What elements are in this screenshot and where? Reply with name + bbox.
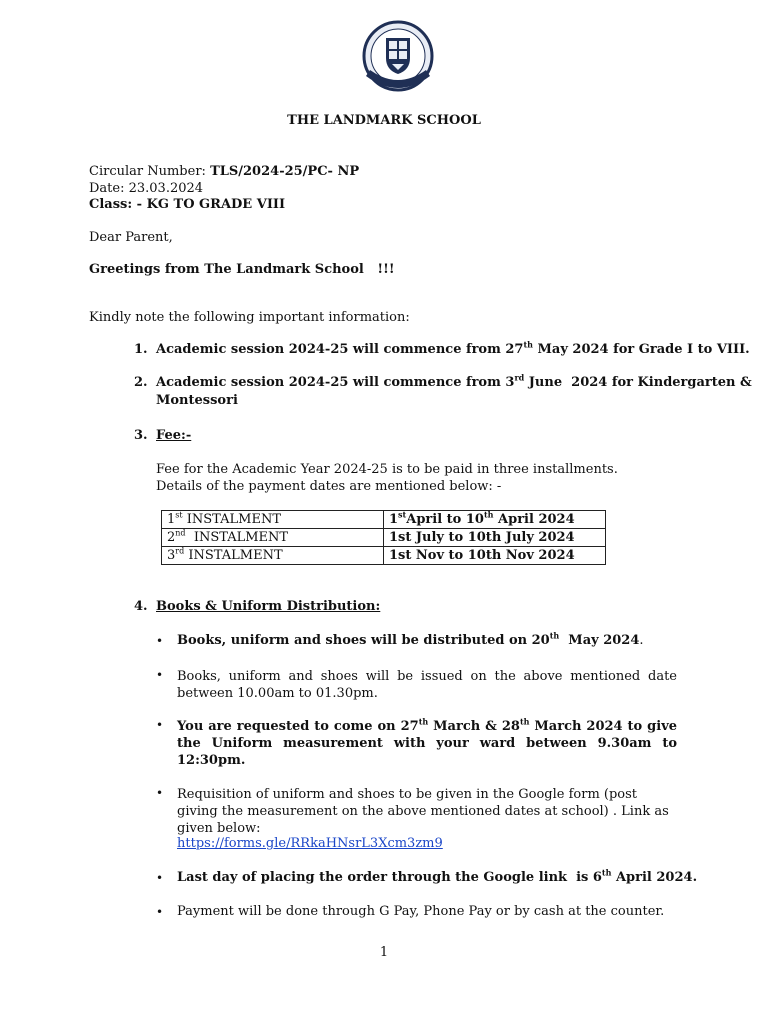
fee-description: Fee for the Academic Year 2024-25 is to be paid in three installments. Details of the payment dates are mentioned below: - <box>156 462 618 494</box>
greeting: Greetings from The Landmark School !!! <box>89 262 395 277</box>
bullet-icon: • <box>156 786 164 800</box>
intro-text: Kindly note the following important information: <box>89 310 410 325</box>
bullet-icon: • <box>156 668 164 682</box>
table-cell: 3rd INSTALMENT <box>162 547 384 565</box>
table-row <box>162 529 606 547</box>
table-row <box>162 547 606 565</box>
circular-number-label: Circular Number: <box>89 164 206 179</box>
bullet-requisition: Requisition of uniform and shoes to be given in the Google form (post giving the measurement on the above mentioned dates at school) . Link as given below: <box>177 787 669 836</box>
bullet-payment: Payment will be done through G Pay, Phone Pay or by cash at the counter. <box>177 904 665 919</box>
bullet-distribution-date: Books, uniform and shoes will be distributed on 20th May 2024. <box>177 630 644 648</box>
table-cell: 1st INSTALMENT <box>162 511 384 529</box>
item-number: 3. <box>134 428 148 443</box>
page-title: THE LANDMARK SCHOOL <box>287 113 481 128</box>
circular-number <box>89 164 359 179</box>
bullet-issue-time: Books, uniform and shoes will be issued on the above mentioned date between 10.00am to 01.30pm. <box>177 669 677 701</box>
circular-number-value: TLS/2024-25/PC- NP <box>210 164 360 179</box>
item-number: 2. <box>134 375 148 390</box>
bullet-icon: • <box>156 718 164 732</box>
page-number: 1 <box>379 945 389 960</box>
fee-heading: Fee:- <box>156 428 192 443</box>
table-row <box>162 511 606 529</box>
item-session-grades: Academic session 2024-25 will commence from 27th May 2024 for Grade I to VIII. <box>156 339 750 357</box>
circular-class: Class: - KG TO GRADE VIII <box>89 197 286 212</box>
salutation: Dear Parent, <box>89 230 173 245</box>
bullet-last-day: Last day of placing the order through the Google link is 6th April 2024. <box>177 867 698 885</box>
fee-table <box>161 510 606 565</box>
google-form-link[interactable]: https://forms.gle/RRkaHNsrL3Xcm3zm9 <box>177 836 443 851</box>
school-crest-logo <box>356 20 440 96</box>
bullet-icon: • <box>156 871 164 885</box>
table-cell: 1st Nov to 10th Nov 2024 <box>384 547 606 565</box>
bullet-icon: • <box>156 634 164 648</box>
item-session-kindergarten: Academic session 2024-25 will commence from 3rd June 2024 for Kindergarten & <box>156 372 752 390</box>
table-cell: 2nd INSTALMENT <box>162 529 384 547</box>
item-number: 4. <box>134 599 148 614</box>
bullet-measurement: You are requested to come on 27th March & 28th March 2024 to give the Uniform measurement with your ward between 9.30am to 12:30pm. <box>177 716 678 768</box>
books-uniform-heading: Books & Uniform Distribution: <box>156 599 381 614</box>
item-number: 1. <box>134 342 148 357</box>
item-session-kindergarten-line2: Montessori <box>156 393 238 408</box>
bullet-icon: • <box>156 905 164 919</box>
table-cell: 1stApril to 10th April 2024 <box>384 511 606 529</box>
table-cell: 1st July to 10th July 2024 <box>384 529 606 547</box>
circular-date: Date: 23.03.2024 <box>89 181 204 196</box>
